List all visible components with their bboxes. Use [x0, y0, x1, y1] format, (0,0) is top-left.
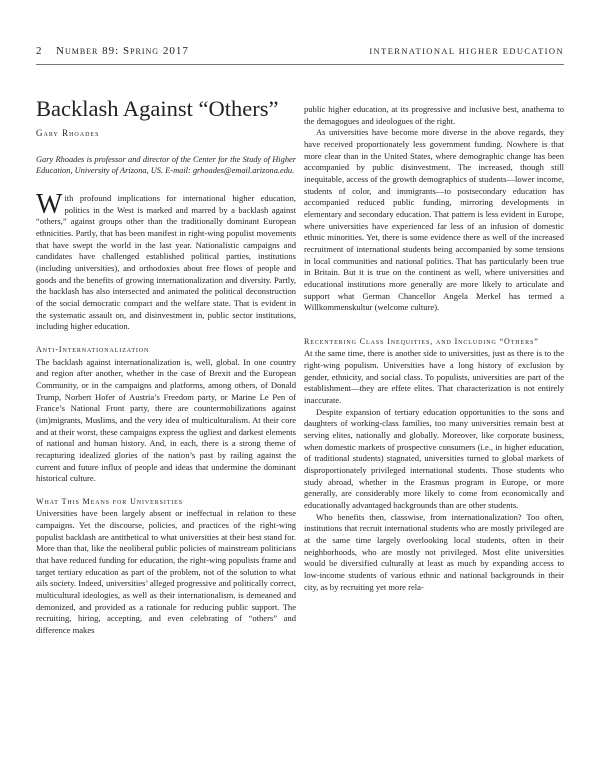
body-paragraph: The backlash against internationalization is, well, global. In one country and region after another, whether in the case of Brexit and the European Community, or in the campaigns and platforms, among others, of Donald Trump, Norbert Hofer of Austria’s Freedom party, or Marine Le Pen of France’s National Front party, there are countermobilizations against (im)migrants, Muslims, and the very idea of multiculturalism. At their core and at their worst, these campaigns express the ugliest and darkest elements of national and human history. And, in each, there is a strong theme of recapturing idealized glories of the nation’s past by railing against the current and future influx of people and ideas that undermine the dominant historical culture. [36, 356, 296, 484]
article-title: Backlash Against “Others” [36, 96, 279, 121]
body-paragraph: public higher education, at its progressive and inclusive best, anathema to the demagogues and ideologues of the right. [304, 104, 564, 126]
body-paragraph: Who benefits then, classwise, from internationalization? Too often, institutions that recruit international students who are mostly privileged are at the same time largely overlooking local students, often in their neighborhoods, who are mostly not privileged. Most elite universities would be diversified culturally at least as much by expanding access to low-income students of various ethnic and national backgrounds in their city, as by recruiting yet more rela- [304, 511, 564, 592]
body-paragraph: As universities have become more diverse in the above regards, they have received proportionately less government funding. Nowhere is that more clear than in the United States, where demographic change has been accompanied by public disinvestment. The increased, though still inequitable, access of the growth demographics of students—lower income, students of color, and immigrants—to postsecondary education has accompanied reduced public funding, mirroring developments in elementary and secondary education. That pattern is less evident in Europe, where universities have experienced far less of an infusion of domestic ethnic minorities. Yet, there is some evidence there as well of the increased recruitment of international students being accompanied by some tensions in local communities and national politics. That has particularly been true in Britain. But it is true on the continent as well, where universities and educational institutions more generally are more likely to articulate and support what German Chancellor Angela Merkel has termed a Willkommenskultur (welcome culture). [304, 127, 564, 313]
article-author: Gary Rhoades [36, 128, 100, 138]
body-paragraph: Despite expansion of tertiary education opportunities to the sons and daughters of working-class families, too many universities remain best at serving elites, nationally and globally. Moreover, like corporate business, when domestic markets of prospective consumers (i.e., in higher education, of traditional students) stagnated, universities turned to global markets of disproportionately privileged international students. Those students who study abroad, whether in the Erasmus program in Europe, or more generally, are considerably more likely to come from economically and educationally advantaged backgrounds than are other students. [304, 406, 564, 510]
section-heading: What This Means for Universities [36, 496, 183, 506]
body-paragraph: Universities have been largely absent or ineffectual in relation to these campaigns. Yet the discourse, policies, and practices of the right-wing populist backlash are antithetical to what universities at their best stand for. More than that, like the neoliberal public policies of mainstream politicians that have reduced funding for education, the right-wing populists frame and target tertiary education as part of the problem, not of the solution to what ails society. Indeed, universities’ alleged progressive and politically correct, multicultural ideologies, as well as their internationalism, is demeaned and demonized, and provided as a rationale for reducing public support. The recruiting, hiring, accepting, and even celebrating of “others” and difference makes [36, 508, 296, 636]
drop-cap: W [36, 189, 63, 221]
right-column [304, 104, 564, 593]
section-heading: Recentering Class Inequities, and Including “Others” [304, 336, 539, 346]
journal-title: INTERNATIONAL HIGHER EDUCATION [369, 46, 564, 56]
page-number: 2 [36, 45, 42, 57]
body-paragraph: At the same time, there is another side to universities, just as there is to the right-wing populism. Universities have a long history of exclusion by gender, ethnicity, and social class. To populists, universities are part of the establishment—they are effete elites. That characterization is not entirely inaccurate. [304, 348, 564, 406]
header-rule [36, 64, 564, 65]
left-column [36, 96, 296, 637]
lede-text: ith profound implications for international higher education, politics in the West is marked and marred by a backlash against “others,” against groups other than the traditionally dominant European ethnicities. Partly, that has been manifest in right-wing populist movements that have swept the world in the last year. Nationalistic campaigns and candidates have challenged established political parties, institutions (including universities), and orthodoxies about free flows of people and goods and the benefits of growing internationalization and diversity. Partly, the backlash has also intersected and animated the political deconstruction of the social democratic compact and the welfare state. That is evident in the systematic assault on, and disinvestment in, public sector institutions, including higher education. [36, 193, 296, 332]
section-heading: Anti-Internationalization [36, 344, 150, 354]
page-header [36, 44, 564, 62]
author-bio: Gary Rhoades is professor and director of the Center for the Study of Higher Education, University of Arizona, US. E-mail: grhoades@email.arizona.edu. [36, 154, 296, 175]
lede-paragraph [36, 189, 296, 333]
issue-label: Number 89: Spring 2017 [56, 45, 189, 57]
